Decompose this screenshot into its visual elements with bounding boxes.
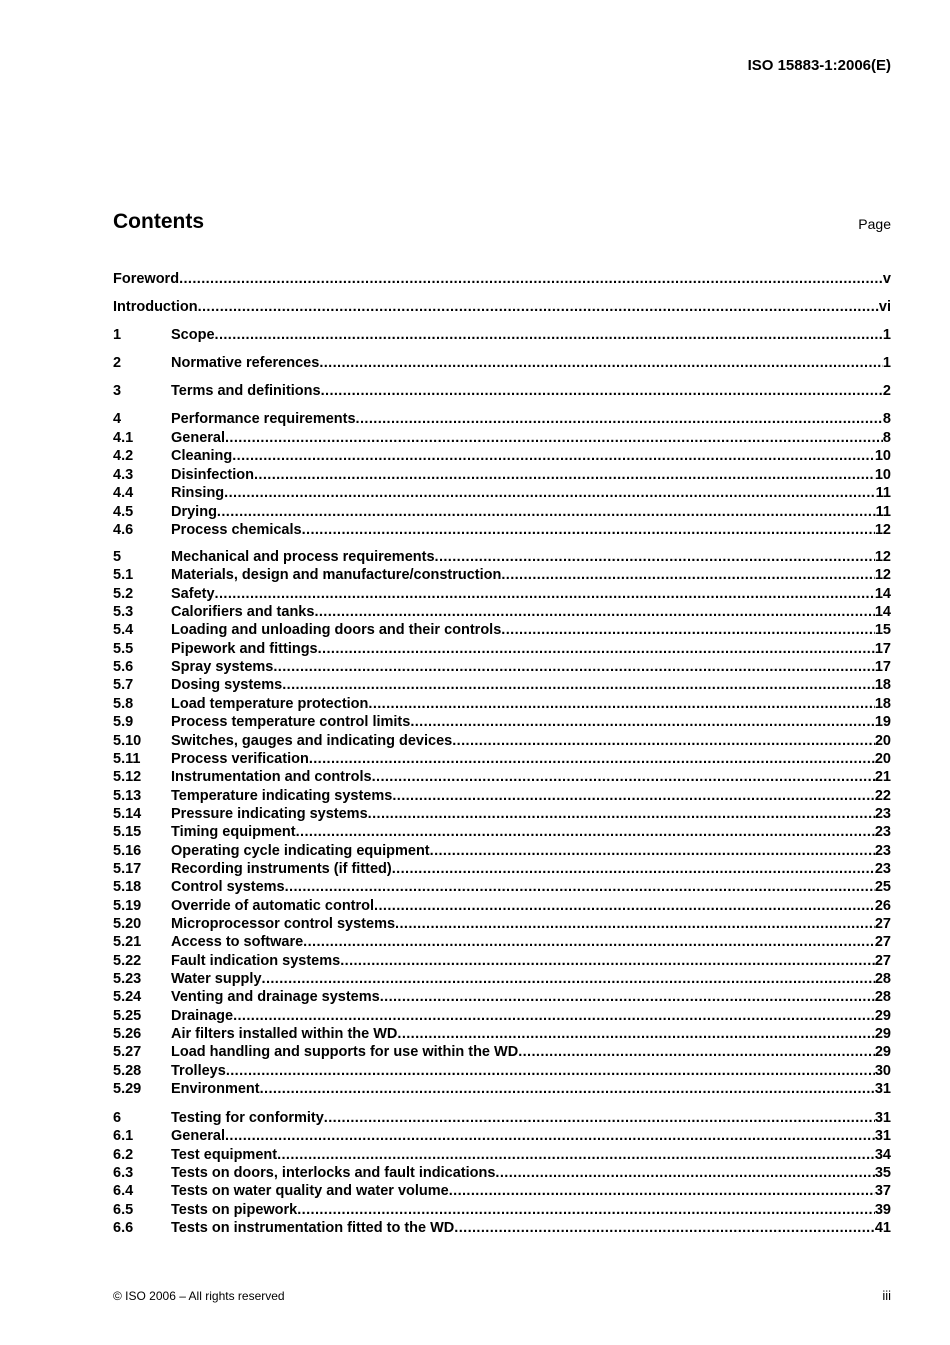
toc-entry[interactable] [113, 447, 891, 465]
toc-entry-page: 8 [882, 429, 891, 446]
toc-entry-number: 5.20 [113, 916, 142, 932]
toc-entry-title: Disinfection [171, 466, 254, 483]
toc-entry-page: 15 [874, 622, 891, 639]
toc-entry-title: Switches, gauges and indicating devices [171, 732, 453, 749]
toc-entry-page: 12 [874, 567, 891, 584]
toc-entry-number: 5.5 [113, 640, 134, 657]
toc-entry[interactable] [113, 842, 891, 860]
toc-entry-page: 11 [875, 503, 891, 520]
toc-dot-leader [449, 1182, 875, 1200]
toc-entry-number: 5.13 [113, 787, 142, 804]
toc-entry-page: 22 [874, 787, 891, 804]
toc-entry-page: 31 [874, 1128, 891, 1145]
toc-entry-number: 4.5 [113, 503, 134, 520]
toc-entry[interactable] [113, 1127, 891, 1145]
toc-entry[interactable] [113, 915, 891, 933]
toc-entry-title: Timing equipment [171, 824, 296, 841]
toc-entry-title: Control systems [171, 879, 285, 896]
toc-entry-page: 17 [874, 659, 891, 676]
toc-entry-title: Process verification [171, 750, 309, 767]
toc-entry-title: Drying [171, 503, 217, 520]
toc-entry[interactable] [113, 466, 891, 484]
toc-entry-number: 5.4 [113, 622, 134, 639]
toc-entry[interactable] [113, 354, 891, 372]
toc-entry[interactable] [113, 1043, 891, 1061]
toc-dot-leader [495, 1164, 874, 1182]
toc-entry-page: 12 [874, 549, 891, 565]
toc-entry-number: 5 [113, 549, 122, 565]
toc-entry-page: 20 [874, 750, 891, 767]
toc-entry-number: 5.27 [113, 1044, 142, 1061]
toc-entry-number: 4.4 [113, 485, 134, 501]
toc-entry-title: Performance requirements [171, 411, 356, 427]
toc-dot-leader [232, 447, 875, 465]
toc-entry-title: Calorifiers and tanks [171, 604, 315, 621]
toc-dot-leader [397, 1025, 874, 1043]
toc-entry-title: Rinsing [171, 485, 225, 501]
toc-entry[interactable] [113, 270, 891, 288]
toc-entry-title: Scope [171, 327, 215, 343]
toc-entry-number: 6.3 [113, 1165, 134, 1182]
toc-entry-number: 5.12 [113, 769, 142, 786]
toc-entry-number: 6.1 [113, 1128, 134, 1145]
toc-entry-number: 5.2 [113, 585, 134, 602]
toc-entry[interactable] [113, 805, 891, 823]
toc-entry-title: Temperature indicating systems [171, 787, 393, 804]
toc-entry-number: 4 [113, 411, 122, 427]
toc-entry-title: Terms and definitions [171, 383, 321, 399]
toc-entry[interactable] [113, 566, 891, 584]
toc-entry-page: 41 [874, 1220, 891, 1237]
footer-copyright: © ISO 2006 – All rights reserved [113, 1289, 285, 1303]
toc-dot-leader [309, 750, 875, 768]
toc-entry-number: 2 [113, 355, 122, 371]
toc-entry-title: Dosing systems [171, 677, 283, 694]
toc-dot-leader [324, 1109, 875, 1127]
toc-entry-number: 5.9 [113, 714, 134, 731]
toc-entry-title: Pressure indicating systems [171, 805, 368, 822]
toc-dot-leader [518, 1043, 875, 1061]
toc-entry[interactable] [113, 823, 891, 841]
toc-entry-number: 5.25 [113, 1007, 142, 1024]
toc-entry-page: 25 [874, 879, 891, 896]
toc-entry-number: 6.6 [113, 1220, 134, 1237]
toc-dot-leader [198, 298, 879, 316]
toc-entry-title: Safety [171, 585, 215, 602]
toc-entry-title: Trolleys [171, 1062, 226, 1079]
toc-dot-leader [297, 1201, 875, 1219]
toc-entry-title: Tests on instrumentation fitted to the WD [171, 1220, 455, 1237]
toc-entry-number: 6.5 [113, 1201, 134, 1218]
toc-dot-leader [319, 354, 883, 372]
toc-entry-title: Loading and unloading doors and their controls [171, 622, 502, 639]
toc-dot-leader [225, 1127, 875, 1145]
toc-entry-title: Drainage [171, 1007, 234, 1024]
toc-entry[interactable] [113, 1146, 891, 1164]
page-column-label: Page [858, 216, 891, 232]
toc-entry-page: 23 [874, 860, 891, 877]
toc-entry-page: 23 [874, 824, 891, 841]
toc-dot-leader [372, 768, 875, 786]
toc-entry-page: 8 [882, 411, 891, 427]
toc-entry-page: 11 [875, 485, 891, 501]
toc-entry-title: Process chemicals [171, 522, 302, 538]
toc-entry-title: Cleaning [171, 448, 233, 464]
toc-entry-title: Air filters installed within the WD [171, 1026, 398, 1043]
toc-dot-leader [410, 713, 875, 731]
toc-entry-title: Test equipment [171, 1146, 278, 1163]
toc-entry-number: 5.29 [113, 1081, 142, 1098]
toc-entry-page: 23 [874, 842, 891, 859]
toc-entry-title: Operating cycle indicating equipment [171, 842, 430, 859]
toc-entry-number: 3 [113, 383, 122, 399]
toc-entry-title: Venting and drainage systems [171, 989, 380, 1006]
toc-entry[interactable] [113, 878, 891, 896]
toc-entry-page: 34 [874, 1146, 891, 1163]
document-id: ISO 15883-1:2006(E) [747, 57, 891, 74]
toc-entry-title: Foreword [113, 271, 180, 287]
toc-entry[interactable] [113, 1025, 891, 1043]
toc-entry-page: 2 [882, 383, 891, 399]
toc-entry[interactable] [113, 695, 891, 713]
toc-entry-number: 1 [113, 327, 122, 343]
toc-entry[interactable] [113, 1201, 891, 1219]
toc-dot-leader [296, 823, 875, 841]
toc-entry-page: 27 [874, 916, 891, 932]
toc-entry-page: 37 [874, 1183, 891, 1200]
toc-entry[interactable] [113, 988, 891, 1006]
toc-entry[interactable] [113, 382, 891, 400]
toc-entry-title: Water supply [171, 971, 262, 988]
toc-entry-page: 20 [874, 732, 891, 749]
toc-entry-page: 35 [874, 1165, 891, 1182]
toc-entry-number: 5.7 [113, 677, 134, 694]
toc-dot-leader [356, 410, 883, 428]
toc-entry-page: 1 [882, 327, 891, 343]
toc-entry[interactable] [113, 548, 891, 566]
toc-entry-page: 10 [874, 466, 891, 483]
toc-dot-leader [314, 603, 874, 621]
toc-entry[interactable] [113, 1109, 891, 1127]
toc-entry-title: Tests on pipework [171, 1201, 298, 1218]
toc-entry-title: Access to software [171, 934, 304, 951]
toc-entry-page: 28 [874, 989, 891, 1006]
toc-entry-page: 17 [874, 640, 891, 657]
toc-entry[interactable] [113, 521, 891, 539]
toc-entry-page: 29 [874, 1026, 891, 1043]
toc-entry-number: 5.14 [113, 805, 142, 822]
toc-entry[interactable] [113, 1219, 891, 1237]
toc-entry-page: 27 [874, 934, 891, 951]
toc-entry-number: 5.19 [113, 897, 142, 914]
toc-dot-leader [501, 566, 875, 584]
toc-entry[interactable] [113, 640, 891, 658]
toc-entry[interactable] [113, 585, 891, 603]
toc-dot-leader [392, 787, 875, 805]
toc-entry[interactable] [113, 1062, 891, 1080]
toc-entry-number: 5.3 [113, 604, 134, 621]
toc-dot-leader [215, 326, 883, 344]
toc-dot-leader [430, 842, 875, 860]
toc-entry-page: 28 [874, 971, 891, 988]
toc-dot-leader [454, 1219, 875, 1237]
toc-dot-leader [277, 1146, 875, 1164]
toc-entry-number: 4.1 [113, 429, 134, 446]
toc-entry-title: Materials, design and manufacture/construction [171, 567, 502, 584]
toc-entry-number: 5.10 [113, 732, 142, 749]
toc-entry-page: 27 [874, 952, 891, 969]
toc-entry-number: 5.28 [113, 1062, 142, 1079]
toc-entry-number: 4.2 [113, 448, 134, 464]
toc-entry-number: 6 [113, 1110, 122, 1126]
toc-entry-number: 4.3 [113, 466, 134, 483]
toc-entry-title: Tests on water quality and water volume [171, 1183, 449, 1200]
toc-entry[interactable] [113, 933, 891, 951]
toc-entry[interactable] [113, 410, 891, 428]
toc-dot-leader [374, 897, 875, 915]
toc-entry-number: 5.22 [113, 952, 142, 969]
toc-dot-leader [254, 466, 875, 484]
toc-entry-page: 1 [882, 355, 891, 371]
toc-entry-title: Recording instruments (if fitted) [171, 860, 392, 877]
toc-dot-leader [340, 952, 875, 970]
toc-entry-number: 5.6 [113, 659, 134, 676]
toc-dot-leader [392, 860, 875, 878]
toc-dot-leader [368, 695, 874, 713]
toc-entry[interactable] [113, 897, 891, 915]
toc-entry-page: 21 [874, 769, 891, 786]
toc-entry-title: Instrumentation and controls [171, 769, 372, 786]
toc-entry-number: 5.15 [113, 824, 142, 841]
toc-entry-page: 29 [874, 1044, 891, 1061]
toc-dot-leader [262, 970, 875, 988]
toc-entry-page: 14 [874, 585, 891, 602]
toc-entry[interactable] [113, 768, 891, 786]
toc-entry[interactable] [113, 970, 891, 988]
toc-dot-leader [273, 658, 874, 676]
toc-entry-number: 5.8 [113, 695, 134, 712]
toc-entry-title: General [171, 429, 225, 446]
toc-entry[interactable] [113, 860, 891, 878]
toc-entry-page: 31 [874, 1081, 891, 1098]
toc-entry-page: 26 [874, 897, 891, 914]
toc-entry[interactable] [113, 713, 891, 731]
toc-entry-page: 19 [874, 714, 891, 731]
toc-entry-number: 6.2 [113, 1146, 134, 1163]
toc-entry[interactable] [113, 1007, 891, 1025]
toc-entry-title: Mechanical and process requirements [171, 549, 435, 565]
toc-dot-leader [282, 676, 875, 694]
toc-entry[interactable] [113, 658, 891, 676]
toc-entry[interactable] [113, 750, 891, 768]
footer-page-number: iii [882, 1288, 891, 1303]
toc-dot-leader [395, 915, 875, 933]
toc-entry-number: 4.6 [113, 522, 134, 538]
toc-entry-title: Process temperature control limits [171, 714, 411, 731]
toc-entry-title: Normative references [171, 355, 320, 371]
toc-entry-title: Tests on doors, interlocks and fault indications [171, 1165, 496, 1182]
toc-entry-number: 6.4 [113, 1183, 134, 1200]
toc-entry-title: Load temperature protection [171, 695, 369, 712]
toc-entry[interactable] [113, 1182, 891, 1200]
toc-dot-leader [302, 521, 875, 539]
toc-entry-page: 31 [874, 1110, 891, 1126]
toc-entry[interactable] [113, 603, 891, 621]
toc-entry-number: 5.18 [113, 879, 142, 896]
toc-dot-leader [285, 878, 875, 896]
toc-dot-leader [225, 429, 883, 447]
toc-entry-page: 18 [874, 695, 891, 712]
toc-entry[interactable] [113, 732, 891, 750]
toc-entry[interactable] [113, 676, 891, 694]
toc-entry-number: 5.24 [113, 989, 142, 1006]
toc-dot-leader [179, 270, 883, 288]
toc-entry-title: Override of automatic control [171, 897, 375, 914]
toc-entry-title: Pipework and fittings [171, 640, 318, 657]
contents-heading: Contents [113, 210, 204, 233]
toc-dot-leader [368, 805, 875, 823]
toc-entry-number: 5.26 [113, 1026, 142, 1043]
toc-entry[interactable] [113, 952, 891, 970]
toc-entry[interactable] [113, 298, 891, 316]
toc-entry-number: 5.1 [113, 567, 134, 584]
toc-dot-leader [224, 484, 875, 502]
toc-entry[interactable] [113, 1164, 891, 1182]
toc-entry-page: 18 [874, 677, 891, 694]
toc-dot-leader [260, 1080, 875, 1098]
toc-entry-title: Microprocessor control systems [171, 916, 396, 932]
toc-entry-page: 23 [874, 805, 891, 822]
toc-dot-leader [215, 585, 875, 603]
toc-entry-page: v [882, 271, 891, 287]
toc-entry-title: Testing for conformity [171, 1110, 324, 1126]
toc-entry-page: 14 [874, 604, 891, 621]
toc-entry-title: Fault indication systems [171, 952, 341, 969]
toc-entry-number: 5.17 [113, 860, 142, 877]
toc-entry-title: Spray systems [171, 659, 274, 676]
toc-entry-number: 5.21 [113, 934, 142, 951]
toc-entry-number: 5.23 [113, 971, 142, 988]
toc-dot-leader [321, 382, 883, 400]
toc-entry[interactable] [113, 484, 891, 502]
toc-entry[interactable] [113, 787, 891, 805]
toc-entry-page: vi [878, 299, 891, 315]
toc-entry-number: 5.16 [113, 842, 142, 859]
toc-dot-leader [318, 640, 875, 658]
toc-entry-title: Environment [171, 1081, 260, 1098]
toc-entry-title: General [171, 1128, 225, 1145]
toc-dot-leader [435, 548, 875, 566]
toc-dot-leader [452, 732, 875, 750]
toc-entry-page: 30 [874, 1062, 891, 1079]
toc-dot-leader [303, 933, 875, 951]
toc-entry[interactable] [113, 503, 891, 521]
toc-entry[interactable] [113, 621, 891, 639]
toc-dot-leader [233, 1007, 875, 1025]
toc-dot-leader [217, 503, 876, 521]
toc-dot-leader [501, 621, 875, 639]
toc-entry-title: Load handling and supports for use within the WD [171, 1044, 519, 1061]
toc-entry-page: 12 [874, 522, 891, 538]
toc-entry-page: 39 [874, 1201, 891, 1218]
table-of-contents [113, 0, 891, 1345]
toc-entry-page: 29 [874, 1007, 891, 1024]
toc-entry-number: 5.11 [113, 750, 141, 767]
toc-entry-title: Introduction [113, 299, 198, 315]
toc-entry[interactable] [113, 429, 891, 447]
toc-dot-leader [380, 988, 875, 1006]
toc-entry-page: 10 [874, 448, 891, 464]
toc-entry[interactable] [113, 1080, 891, 1098]
toc-dot-leader [226, 1062, 875, 1080]
toc-entry[interactable] [113, 326, 891, 344]
